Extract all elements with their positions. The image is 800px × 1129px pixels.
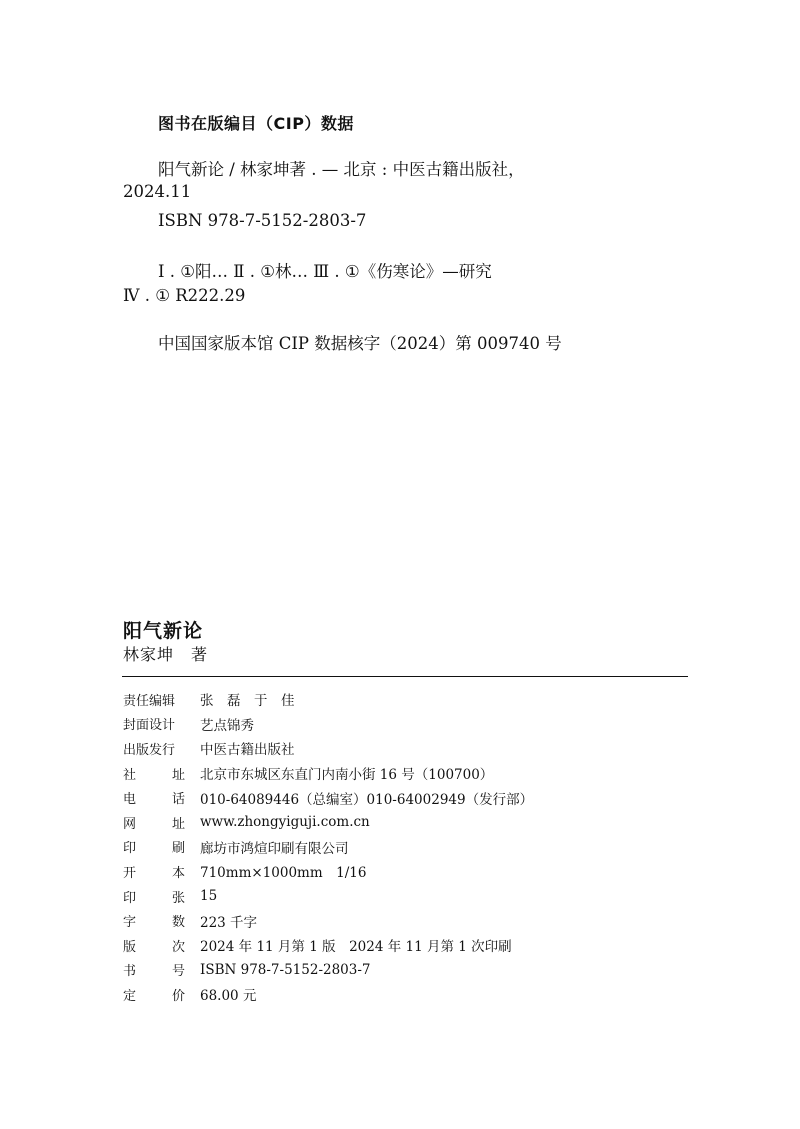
detail-row: [123, 712, 683, 737]
detail-label-text: 址: [171, 767, 185, 783]
detail-label: [123, 690, 185, 709]
detail-label-text: 社: [123, 767, 137, 783]
detail-value: 张 磊 于 佳: [200, 693, 295, 710]
detail-value: 2024 年 11 月第 1 版 2024 年 11 月第 1 次印刷: [200, 939, 512, 956]
detail-row: [123, 933, 683, 958]
detail-label-text: 电: [123, 792, 137, 808]
cip-isbn: ISBN 978-7-5152-2803-7: [158, 211, 367, 230]
book-title: 阳气新论: [123, 620, 204, 642]
detail-value: 中医古籍出版社: [200, 742, 295, 759]
detail-label-text: 网: [123, 816, 137, 832]
detail-label: [123, 764, 185, 783]
detail-value: 010-64089446（总编室）010-64002949（发行部）: [200, 791, 534, 808]
detail-row: [123, 736, 683, 761]
detail-label: [123, 887, 185, 906]
divider-rule: [122, 676, 688, 677]
detail-label: [123, 936, 185, 955]
detail-value: www.zhongyiguji.com.cn: [200, 814, 370, 831]
detail-row: [123, 859, 683, 884]
detail-label: [123, 813, 185, 832]
detail-label: [123, 985, 185, 1004]
detail-row: [123, 785, 683, 810]
detail-label-text: 封面设计: [123, 718, 176, 734]
detail-label-text: 本: [171, 865, 185, 881]
detail-label-text: 数: [171, 915, 185, 931]
book-author: 林家坤 著: [123, 645, 209, 664]
detail-value: 北京市东城区东直门内南小街 16 号（100700）: [200, 767, 494, 784]
detail-label-text: 价: [171, 988, 185, 1004]
cip-title: 图书在版编目（CIP）数据: [158, 114, 354, 133]
detail-label-text: 版: [123, 939, 137, 955]
cip-entry-line-continued: 2024.11: [123, 182, 192, 201]
detail-row: [123, 835, 683, 860]
detail-row: [123, 908, 683, 933]
detail-label-text: 话: [171, 792, 185, 808]
detail-label: [123, 837, 185, 856]
detail-label-text: 刷: [171, 841, 185, 857]
detail-value: ISBN 978-7-5152-2803-7: [200, 961, 371, 978]
detail-label-text: 出版发行: [123, 742, 176, 758]
detail-label-text: 号: [171, 964, 185, 980]
detail-label: [123, 960, 185, 979]
detail-value: 68.00 元: [200, 988, 257, 1005]
detail-row: [123, 982, 683, 1007]
detail-label-text: 字: [123, 915, 137, 931]
detail-label: [123, 739, 185, 758]
detail-label: [123, 714, 185, 733]
detail-label: [123, 862, 185, 881]
detail-label-text: 址: [171, 816, 185, 832]
detail-value: 710mm×1000mm 1/16: [200, 865, 367, 882]
detail-value: 廊坊市鸿煊印刷有限公司: [200, 840, 349, 857]
detail-label-text: 印: [123, 841, 137, 857]
detail-value: 223 千字: [200, 914, 258, 931]
cip-entry-line: 阳气新论 / 林家坤著 . — 北京 : 中医古籍出版社，: [158, 160, 525, 179]
detail-row: [123, 810, 683, 835]
detail-row: [123, 884, 683, 909]
detail-label-text: 书: [123, 964, 137, 980]
detail-label-text: 责任编辑: [123, 693, 176, 709]
detail-label-text: 次: [171, 939, 185, 955]
detail-label-text: 开: [123, 865, 137, 881]
detail-value: 15: [200, 888, 218, 905]
detail-label-text: 定: [123, 988, 137, 1004]
detail-row: [123, 687, 683, 712]
detail-row: [123, 761, 683, 786]
publication-details: [123, 687, 683, 1007]
detail-label-text: 张: [171, 890, 185, 906]
detail-label: [123, 788, 185, 807]
detail-value: 艺点锦秀: [200, 717, 254, 734]
cip-classification: Ⅰ . ①阳… Ⅱ . ①林… Ⅲ . ①《伤寒论》—研究: [158, 262, 492, 281]
detail-label: [123, 911, 185, 930]
cip-record-number: 中国国家版本馆 CIP 数据核字（2024）第 009740 号: [158, 334, 562, 353]
cip-classification-continued: Ⅳ . ① R222.29: [123, 286, 246, 305]
detail-label-text: 印: [123, 890, 137, 906]
detail-row: [123, 958, 683, 983]
